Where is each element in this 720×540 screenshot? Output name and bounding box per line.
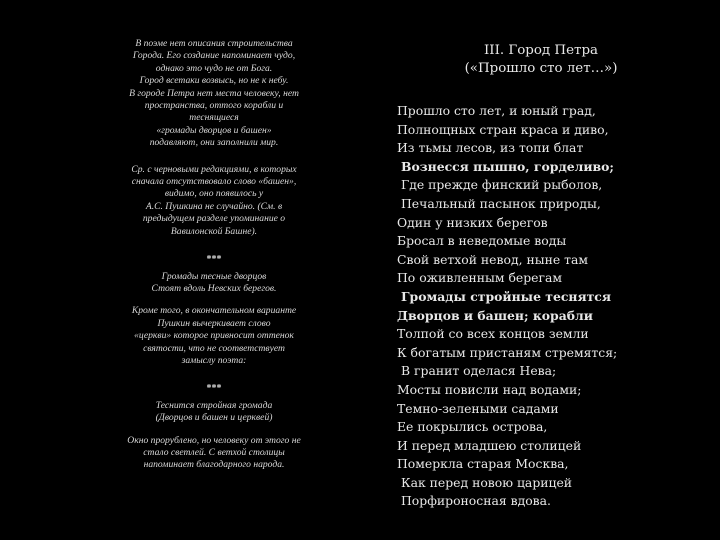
spacer	[98, 295, 330, 305]
commentary-line: В городе Петра нет места человеку, нет	[129, 87, 299, 99]
commentary-line: Вавилонской Башне).	[170, 225, 258, 237]
verse-line: Порфироносная вдова.	[401, 493, 551, 509]
verse-line: Печальный пасынок природы,	[401, 195, 601, 211]
poem-verses	[397, 102, 697, 511]
quote-line: Громады тесные дворцов	[161, 270, 267, 282]
quote-line: Теснится стройная громада	[155, 399, 273, 411]
commentary-column	[98, 38, 330, 472]
verse-line: Толпой со всех концов земли	[397, 326, 589, 342]
commentary-line: «громады дворцов и башен»	[156, 124, 272, 136]
poem-title-line: III. Город Петра	[483, 43, 598, 58]
commentary-line: предыдущем разделе упоминание о	[142, 213, 286, 225]
commentary-line: стало светлей. С ветхой столицы	[143, 446, 285, 458]
verse-line: Свой ветхой невод, ныне там	[397, 251, 588, 267]
commentary-line: Окно прорублено, но человеку от этого не	[127, 434, 301, 446]
commentary-line: пространства, оттого корабли и	[144, 100, 284, 112]
verse-line: В гранит оделася Нева;	[401, 363, 557, 379]
commentary-line: Город всетаки возвысь, но не к небу.	[139, 75, 289, 87]
section-separator: ***	[206, 383, 222, 395]
verse-line: Из тьмы лесов, из топи блат	[397, 140, 584, 156]
spacer	[98, 425, 330, 435]
verse-line: По оживленным берегам	[397, 270, 563, 286]
commentary-line: замыслу поэта:	[181, 354, 247, 366]
commentary-line: Пушкин вычеркивает слово	[157, 317, 271, 329]
verse-line: К богатым пристаням стремятся;	[397, 344, 618, 360]
commentary-line: сначала отсутствовало слово «башен»,	[131, 176, 297, 188]
verse-line: Бросал в неведомые воды	[397, 233, 567, 249]
verse-line: Вознесся пышно, горделиво;	[401, 158, 614, 174]
verse-line: И перед младшею столицей	[397, 437, 582, 453]
verse-line: Громады стройные теснятся	[401, 288, 611, 304]
verse-line: Темно-зелеными садами	[397, 400, 559, 416]
poem-column	[397, 42, 697, 511]
quote-line: (Дворцов и башен и церквей)	[155, 412, 273, 424]
spacer	[98, 150, 330, 164]
commentary-line: теснящиеся	[189, 112, 239, 124]
verse-line: Как перед новою царицей	[401, 474, 573, 490]
section-separator: ***	[206, 254, 222, 266]
verse-line: Прошло сто лет, и юный град,	[397, 103, 596, 118]
verse-line: Где прежде финский рыболов,	[401, 177, 603, 193]
commentary-line: святости, что не соответствует	[143, 342, 285, 354]
commentary-line: Ср. с черновыми редакциями, в которых	[131, 163, 297, 175]
commentary-line: видимо, оно появилось у	[164, 188, 264, 200]
verse-line: Мосты повисли над водами;	[397, 381, 582, 397]
verse-line: Полнощных стран краса и диво,	[397, 121, 609, 137]
verse-line: Один у низких берегов	[397, 214, 548, 230]
commentary-line: Города. Его создание напоминает чудо,	[132, 50, 296, 62]
commentary-line: подавляют, они заполнили мир.	[149, 137, 279, 149]
verse-line: Дворцов и башен; корабли	[397, 307, 593, 323]
commentary-line: Кроме того, в окончательном варианте	[131, 305, 297, 317]
commentary-line: напоминает благодарного народа.	[143, 459, 285, 471]
quote-line: Стоят вдоль Невских берегов.	[151, 282, 277, 294]
verse-line: Померкла старая Москва,	[397, 456, 569, 472]
commentary-line: однако это чудо не от Бога.	[155, 62, 273, 74]
commentary-line: «церкви» которое привносит оттенок	[134, 330, 294, 342]
commentary-line: В поэме нет описания строительства	[135, 38, 293, 49]
poem-title	[431, 42, 651, 78]
verse-line: Ее покрылись острова,	[397, 419, 548, 435]
poem-subtitle-line: («Прошло сто лет…»)	[464, 61, 618, 76]
commentary-line: А.С. Пушкина не случайно. (См. в	[145, 200, 283, 212]
